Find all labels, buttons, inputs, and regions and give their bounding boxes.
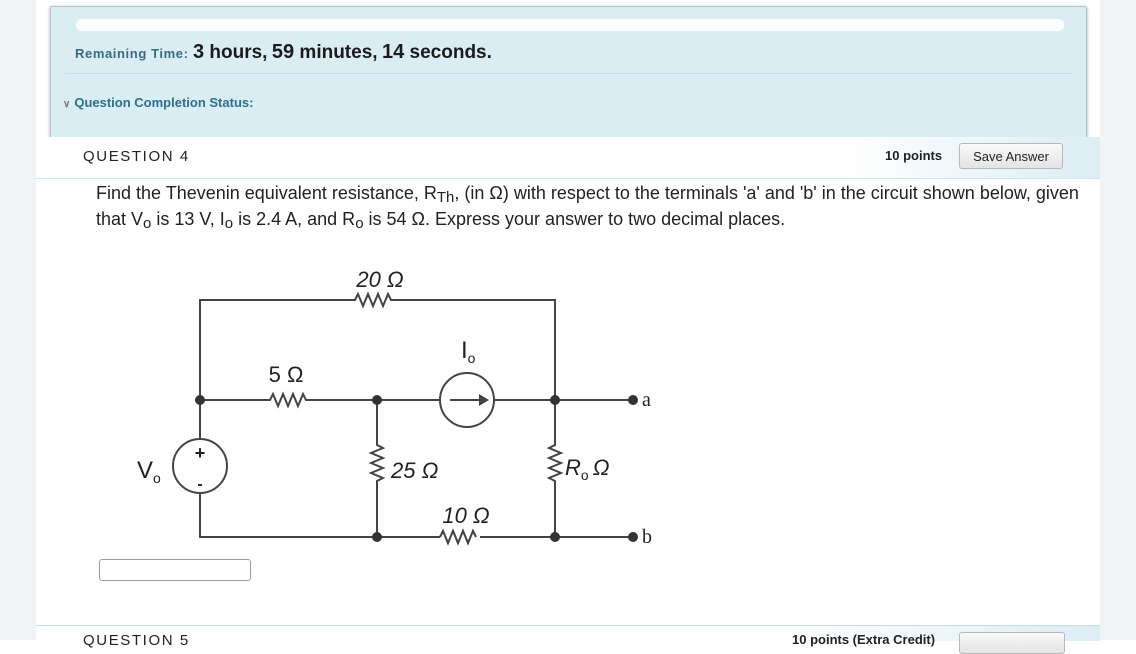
next-save-answer-button[interactable]: [959, 632, 1065, 654]
label-ro-unit: Ω: [592, 455, 610, 480]
question-completion-toggle[interactable]: [63, 95, 253, 110]
hours-unit: hours,: [204, 42, 268, 63]
remaining-time-label: Remaining Time:: [75, 46, 189, 61]
mid-resistor-path: [371, 400, 383, 537]
question-text-sub: o: [355, 215, 364, 232]
junction-dot: [550, 395, 560, 405]
question-text-sub: o: [224, 215, 234, 232]
circuit-diagram: [130, 255, 670, 555]
question-text-part: Find the Thevenin equivalent resistance, R: [96, 183, 437, 203]
label-vo: [137, 457, 161, 486]
label-vo-main: V: [137, 457, 154, 484]
terminal-b-label: b: [642, 526, 652, 548]
label-io-main: I: [461, 337, 468, 364]
question-text-part: is 2.4 A, and R: [233, 209, 356, 229]
plus-sign: +: [194, 443, 206, 463]
terminal-b-dot: [628, 532, 638, 542]
save-answer-button[interactable]: Save Answer: [959, 143, 1063, 169]
minutes-unit: minutes,: [294, 42, 378, 63]
question-points: 10 points: [885, 148, 943, 163]
label-io: [461, 337, 476, 366]
middle-wire-left: [200, 394, 440, 406]
panel-divider: [65, 73, 1073, 74]
label-ro: [565, 455, 609, 483]
question-header: [36, 137, 1100, 179]
seconds-value: 14: [382, 41, 405, 63]
ro-resistor-path: [549, 400, 561, 537]
left-background-strip: [0, 0, 36, 640]
right-background-strip: [1100, 0, 1136, 640]
junction-dot: [195, 395, 205, 405]
question-text-sub: Th: [436, 189, 455, 206]
label-io-sub: o: [467, 350, 476, 366]
junction-dot: [550, 532, 560, 542]
label-25-ohm: 25 Ω: [391, 458, 439, 483]
question-text: [96, 180, 1086, 232]
top-wire: [200, 294, 555, 400]
question-text-part: is 13 V, I: [151, 209, 225, 229]
terminal-a-label: a: [642, 389, 651, 411]
next-question-header: [36, 625, 1100, 649]
bottom-wire: [200, 492, 632, 537]
label-vo-sub: o: [153, 470, 161, 486]
question-text-sub: o: [143, 215, 152, 232]
answer-input[interactable]: [99, 559, 251, 581]
label-20-ohm: 20 Ω: [356, 267, 404, 292]
label-ro-sub: o: [580, 467, 589, 483]
completion-status-label: Question Completion Status:: [74, 95, 254, 110]
seconds-unit: seconds.: [404, 42, 492, 63]
junction-dot: [372, 532, 382, 542]
label-10-ohm: 10 Ω: [442, 503, 490, 528]
question-text-part: , (in Ω) with respect to the terminals 'a' and 'b' in the circuit shown below, given that V: [96, 183, 1079, 229]
timer-panel: [50, 6, 1087, 139]
minutes-value: 59: [271, 41, 295, 63]
question-title: QUESTION 4: [83, 148, 190, 165]
time-progress-bar: [75, 18, 1065, 32]
question-text-part: is 54 Ω. Express your answer to two decimal places.: [363, 209, 786, 229]
junction-dot: [372, 395, 382, 405]
remaining-time: [75, 41, 492, 69]
terminal-a-dot: [628, 395, 638, 405]
label-5-ohm: 5 Ω: [268, 362, 304, 387]
next-question-points: 10 points (Extra Credit): [792, 632, 936, 647]
hours-value: 3: [192, 41, 205, 63]
minus-sign: -: [197, 476, 203, 493]
next-question-title: QUESTION 5: [83, 632, 190, 649]
double-chevron-down-icon: ∨: [63, 99, 71, 110]
label-ro-main: R: [565, 455, 581, 480]
